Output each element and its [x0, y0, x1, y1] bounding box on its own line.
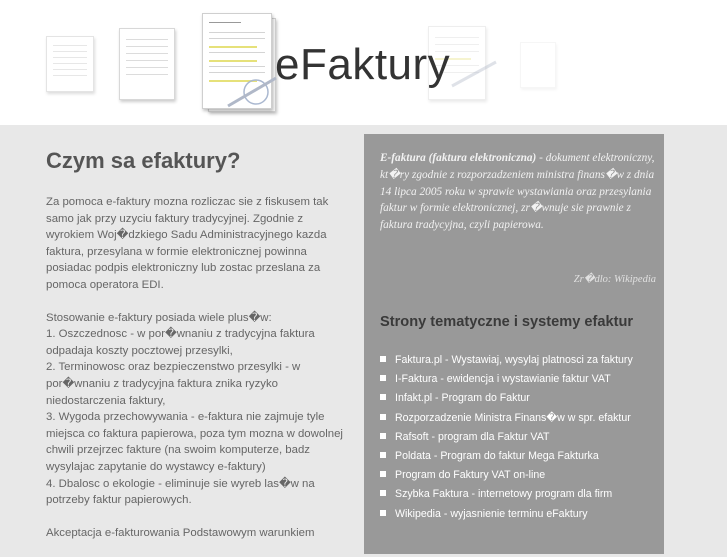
bullet-icon	[380, 510, 386, 516]
intro-paragraph: Za pomoca e-faktury mozna rozliczac sie z fiskusem tak samo jak przy uzyciu faktury tradycyjnej. Zgodnie z wyrokiem Woj�dzkiego Sadu Administracyjnego kazda faktura, przesylana w formie elektronicznej powinna posiadac podpis elektroniczny lub zostac przeslana za pomoca operatora EDI.	[46, 196, 329, 291]
acceptance-paragraph: Akceptacja e-fakturowania Podstawowym warunkiem	[46, 526, 315, 539]
list-item	[380, 507, 633, 526]
bullet-icon	[380, 452, 386, 458]
list-item	[380, 411, 633, 430]
list-item	[380, 372, 633, 391]
links-heading: Strony tematyczne i systemy efaktur	[380, 314, 634, 330]
advantages-paragraph: Stosowanie e-faktury posiada wiele plus�w: 1. Oszczednosc - w por�wnaniu z tradycyjna faktura odpadaja koszty pocztowej przesylki, 2. Terminowosc oraz bezpieczenstwo przesylki - w por�wnaniu z tradycyjna faktura znika ryzyko niedostarczenia faktury, 3. Wygoda przechowywania - e-faktura nie zajmuje tyle miejsca co faktura papierowa, poza tym mozna w dowolnej chwili przejrzec fakture (na swoim komputerze, badz wysylajac zapytanie do wystawcy e-faktury) 4. Dbalosc o ekologie - eliminuje sie wyreb las�w na potrzeby faktur papierowych.	[46, 311, 343, 507]
list-item	[380, 391, 633, 410]
list-item	[380, 353, 633, 372]
bullet-icon	[380, 375, 386, 381]
link-poldata[interactable]: Poldata - Program do faktur Mega Fakturka	[395, 449, 599, 462]
link-infakt[interactable]: Infakt.pl - Program do Faktur	[395, 392, 530, 405]
main-content	[46, 148, 346, 557]
sidebar	[364, 134, 664, 554]
list-item	[380, 449, 633, 468]
bullet-icon	[380, 414, 386, 420]
site-title: eFaktury	[275, 40, 451, 89]
site-header	[0, 0, 727, 125]
bullet-icon	[380, 394, 386, 400]
list-item	[380, 430, 633, 449]
link-rozporzadzenie[interactable]: Rozporzadzenie Ministra Finans�w w spr. efaktur	[395, 411, 631, 424]
definition-text: - dokument elektroniczny, kt�ry zgodnie z rozporzadzeniem ministra finans�w z dnia 14 lipca 2005 roku w sprawie wystawiania oraz przesylania faktur w formie elektronicznej, zr�wnuje sie prawnie z faktura tradycyjna, czyli papierowa.	[380, 152, 655, 232]
page-heading: Czym sa efaktury?	[46, 148, 241, 173]
bullet-icon	[380, 490, 386, 496]
definition-source: Zr�dlo: Wikipedia	[573, 274, 656, 285]
definition-term: E-faktura (faktura elektroniczna)	[380, 152, 537, 164]
list-item	[380, 487, 633, 506]
list-item	[380, 468, 633, 487]
pen-icon	[222, 70, 282, 110]
bullet-icon	[380, 433, 386, 439]
document-icon	[46, 36, 94, 92]
link-rafsoft[interactable]: Rafsoft - program dla Faktur VAT	[395, 430, 550, 443]
link-i-faktura[interactable]: I-Faktura - ewidencja i wystawianie faktur VAT	[395, 373, 611, 386]
pen-icon	[448, 56, 500, 90]
document-icon	[119, 28, 175, 100]
link-program-faktury-vat[interactable]: Program do Faktury VAT on-line	[395, 469, 546, 482]
links-list	[380, 353, 633, 526]
bullet-icon	[380, 356, 386, 362]
bullet-icon	[380, 471, 386, 477]
link-szybka-faktura[interactable]: Szybka Faktura - internetowy program dla firm	[395, 488, 613, 501]
definition-quote	[380, 150, 658, 234]
document-icon	[520, 42, 556, 88]
link-wikipedia[interactable]: Wikipedia - wyjasnienie terminu eFaktury	[395, 507, 588, 520]
link-faktura-pl[interactable]: Faktura.pl - Wystawiaj, wysylaj platnosci za faktury	[395, 354, 633, 366]
